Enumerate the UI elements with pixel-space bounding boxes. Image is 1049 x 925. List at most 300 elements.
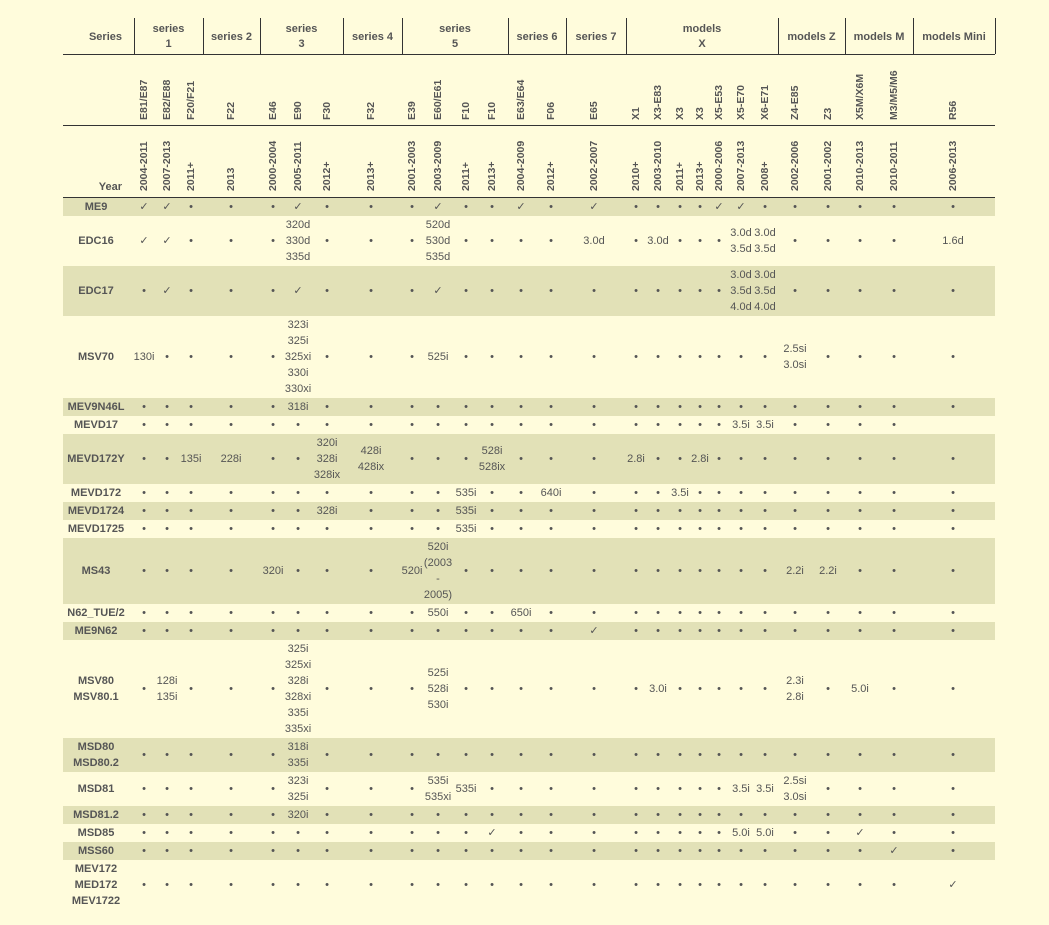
dot-marker: • xyxy=(271,845,275,857)
group-header-line: models M xyxy=(853,31,905,43)
dot-marker: • xyxy=(826,235,830,247)
dot-marker: • xyxy=(142,879,146,891)
dot-marker: • xyxy=(698,523,702,535)
dot-marker: • xyxy=(464,453,468,465)
dot-marker: • xyxy=(165,827,169,839)
dot-marker: • xyxy=(656,523,660,535)
dot-marker: • xyxy=(464,419,468,431)
dot-marker: • xyxy=(229,285,233,297)
dot-marker: • xyxy=(369,505,373,517)
dot-marker: • xyxy=(369,783,373,795)
dot-marker: • xyxy=(189,749,193,761)
dot-marker: • xyxy=(165,879,169,891)
dot-marker: • xyxy=(951,453,955,465)
dot-marker: • xyxy=(826,879,830,891)
dot-marker: • xyxy=(519,419,523,431)
dot-marker: • xyxy=(519,809,523,821)
dot-marker: • xyxy=(656,285,660,297)
group-header-line: 5 xyxy=(451,38,459,50)
dot-marker: • xyxy=(717,827,721,839)
dot-marker: • xyxy=(698,607,702,619)
group-header-models-mini xyxy=(913,30,995,45)
header-rule xyxy=(63,125,995,126)
dot-marker: • xyxy=(325,419,329,431)
year-header: 2013+ xyxy=(486,161,498,191)
dot-marker: • xyxy=(436,845,440,857)
engine-variant: 520i xyxy=(401,565,423,577)
dot-marker: • xyxy=(892,487,896,499)
header-divider xyxy=(134,18,135,54)
dot-marker: • xyxy=(165,401,169,413)
dot-marker: • xyxy=(826,523,830,535)
dot-marker: • xyxy=(189,879,193,891)
header-divider xyxy=(402,18,403,54)
model-header: E39 xyxy=(406,101,418,120)
row-label: MEV9N46L xyxy=(67,401,125,413)
dot-marker: • xyxy=(951,401,955,413)
dot-marker: • xyxy=(142,783,146,795)
dot-marker: • xyxy=(519,401,523,413)
group-header-models-m xyxy=(845,30,913,45)
dot-marker: • xyxy=(271,879,275,891)
engine-variant: 520i (2003 - 2005) xyxy=(423,541,453,601)
dot-marker: • xyxy=(464,625,468,637)
group-header-line: 3 xyxy=(298,38,305,50)
dot-marker: • xyxy=(656,625,660,637)
dot-marker: • xyxy=(951,607,955,619)
dot-marker: • xyxy=(892,285,896,297)
dot-marker: • xyxy=(951,783,955,795)
dot-marker: • xyxy=(739,625,743,637)
dot-marker: • xyxy=(698,235,702,247)
dot-marker: • xyxy=(892,505,896,517)
dot-marker: • xyxy=(656,607,660,619)
dot-marker: • xyxy=(519,683,523,695)
engine-variant: 3.5i xyxy=(732,783,750,795)
dot-marker: • xyxy=(165,453,169,465)
model-header: F06 xyxy=(545,101,557,120)
model-header: E65 xyxy=(588,101,600,120)
dot-marker: • xyxy=(296,625,300,637)
year-header: 2012+ xyxy=(545,161,557,191)
dot-marker: • xyxy=(369,827,373,839)
dot-marker: • xyxy=(892,453,896,465)
check-icon: ✓ xyxy=(293,201,303,213)
dot-marker: • xyxy=(229,565,233,577)
dot-marker: • xyxy=(717,505,721,517)
dot-marker: • xyxy=(490,607,494,619)
dot-marker: • xyxy=(464,827,468,839)
dot-marker: • xyxy=(271,809,275,821)
model-header: F22 xyxy=(225,101,237,120)
dot-marker: • xyxy=(634,523,638,535)
engine-variant: 3.0d 3.5d 4.0d xyxy=(754,269,776,313)
year-header: 2012+ xyxy=(321,161,333,191)
dot-marker: • xyxy=(717,607,721,619)
engine-variant: 535i xyxy=(455,783,477,795)
engine-variant: 428i 428ix xyxy=(357,445,385,473)
row-label: MSV70 xyxy=(77,351,115,363)
dot-marker: • xyxy=(271,523,275,535)
header-rule xyxy=(63,54,995,55)
row-label: MSD81 xyxy=(77,783,115,795)
dot-marker: • xyxy=(165,809,169,821)
dot-marker: • xyxy=(698,487,702,499)
dot-marker: • xyxy=(634,827,638,839)
dot-marker: • xyxy=(490,419,494,431)
dot-marker: • xyxy=(519,845,523,857)
dot-marker: • xyxy=(698,419,702,431)
year-header: 2003-2010 xyxy=(652,140,664,191)
dot-marker: • xyxy=(325,625,329,637)
model-header: F30 xyxy=(321,101,333,120)
engine-variant: 135i xyxy=(180,453,202,465)
year-header: 2013 xyxy=(225,167,237,191)
dot-marker: • xyxy=(369,523,373,535)
dot-marker: • xyxy=(793,401,797,413)
dot-marker: • xyxy=(369,749,373,761)
dot-marker: • xyxy=(763,625,767,637)
dot-marker: • xyxy=(678,625,682,637)
dot-marker: • xyxy=(464,351,468,363)
dot-marker: • xyxy=(519,487,523,499)
year-header: 2008+ xyxy=(759,161,771,191)
dot-marker: • xyxy=(229,879,233,891)
year-header: 2011+ xyxy=(674,162,686,191)
dot-marker: • xyxy=(763,487,767,499)
engine-variant: 3.5i xyxy=(756,419,774,431)
dot-marker: • xyxy=(634,625,638,637)
group-header-series-3 xyxy=(260,22,343,52)
dot-marker: • xyxy=(717,285,721,297)
dot-marker: • xyxy=(549,827,553,839)
dot-marker: • xyxy=(410,401,414,413)
dot-marker: • xyxy=(229,809,233,821)
dot-marker: • xyxy=(436,879,440,891)
group-header-line: 1 xyxy=(165,38,172,50)
dot-marker: • xyxy=(592,565,596,577)
header-divider xyxy=(343,18,344,54)
dot-marker: • xyxy=(793,625,797,637)
dot-marker: • xyxy=(549,783,553,795)
dot-marker: • xyxy=(271,827,275,839)
dot-marker: • xyxy=(490,845,494,857)
dot-marker: • xyxy=(951,285,955,297)
dot-marker: • xyxy=(325,351,329,363)
dot-marker: • xyxy=(826,487,830,499)
dot-marker: • xyxy=(656,749,660,761)
check-icon: ✓ xyxy=(139,201,149,213)
year-header: 2011+ xyxy=(185,162,197,191)
model-header: X3 xyxy=(694,107,706,120)
header-divider xyxy=(203,18,204,54)
dot-marker: • xyxy=(325,523,329,535)
dot-marker: • xyxy=(549,845,553,857)
dot-marker: • xyxy=(325,607,329,619)
dot-marker: • xyxy=(826,419,830,431)
dot-marker: • xyxy=(165,607,169,619)
dot-marker: • xyxy=(858,505,862,517)
dot-marker: • xyxy=(189,351,193,363)
header-divider xyxy=(566,18,567,54)
dot-marker: • xyxy=(656,453,660,465)
dot-marker: • xyxy=(656,827,660,839)
engine-variant: 640i xyxy=(540,487,562,499)
row-label: N62_TUE/2 xyxy=(67,607,125,619)
dot-marker: • xyxy=(271,419,275,431)
engine-variant: 535i 535xi xyxy=(424,775,452,803)
dot-marker: • xyxy=(142,453,146,465)
dot-marker: • xyxy=(678,505,682,517)
engine-variant: 2.3i 2.8i xyxy=(786,675,804,703)
dot-marker: • xyxy=(519,879,523,891)
dot-marker: • xyxy=(549,625,553,637)
year-header: 2010-2011 xyxy=(888,141,900,191)
check-icon: ✓ xyxy=(162,201,172,213)
dot-marker: • xyxy=(698,783,702,795)
dot-marker: • xyxy=(739,505,743,517)
dot-marker: • xyxy=(464,879,468,891)
dot-marker: • xyxy=(634,607,638,619)
check-icon: ✓ xyxy=(516,201,526,213)
engine-variant: 525i 528i 530i xyxy=(427,667,449,711)
engine-variant: 320i xyxy=(287,809,309,821)
dot-marker: • xyxy=(678,401,682,413)
dot-marker: • xyxy=(369,201,373,213)
engine-variant: 128i 135i xyxy=(156,675,178,703)
dot-marker: • xyxy=(369,809,373,821)
dot-marker: • xyxy=(763,749,767,761)
dot-marker: • xyxy=(634,879,638,891)
check-icon: ✓ xyxy=(487,827,497,839)
dot-marker: • xyxy=(271,285,275,297)
header-divider xyxy=(845,18,846,54)
dot-marker: • xyxy=(739,401,743,413)
engine-variant: 3.5i xyxy=(756,783,774,795)
dot-marker: • xyxy=(678,201,682,213)
year-header: 2004-2011 xyxy=(138,141,150,191)
dot-marker: • xyxy=(678,285,682,297)
model-header: E90 xyxy=(292,101,304,120)
dot-marker: • xyxy=(325,749,329,761)
dot-marker: • xyxy=(325,201,329,213)
dot-marker: • xyxy=(656,201,660,213)
dot-marker: • xyxy=(698,845,702,857)
dot-marker: • xyxy=(369,487,373,499)
dot-marker: • xyxy=(410,607,414,619)
dot-marker: • xyxy=(858,749,862,761)
dot-marker: • xyxy=(229,845,233,857)
dot-marker: • xyxy=(549,419,553,431)
check-icon: ✓ xyxy=(889,845,899,857)
dot-marker: • xyxy=(739,607,743,619)
dot-marker: • xyxy=(656,401,660,413)
dot-marker: • xyxy=(858,607,862,619)
dot-marker: • xyxy=(436,827,440,839)
dot-marker: • xyxy=(763,505,767,517)
header-divider xyxy=(508,18,509,54)
group-header-series xyxy=(63,30,122,45)
dot-marker: • xyxy=(951,351,955,363)
engine-variant: 528i 528ix xyxy=(478,445,506,473)
group-header-models-z xyxy=(778,30,845,45)
dot-marker: • xyxy=(717,809,721,821)
dot-marker: • xyxy=(410,235,414,247)
dot-marker: • xyxy=(698,749,702,761)
dot-marker: • xyxy=(369,607,373,619)
dot-marker: • xyxy=(464,809,468,821)
dot-marker: • xyxy=(549,809,553,821)
dot-marker: • xyxy=(656,845,660,857)
dot-marker: • xyxy=(369,235,373,247)
dot-marker: • xyxy=(793,845,797,857)
year-header: 2004-2009 xyxy=(515,140,527,191)
dot-marker: • xyxy=(369,565,373,577)
dot-marker: • xyxy=(490,683,494,695)
year-header: 2001-2003 xyxy=(406,140,418,191)
dot-marker: • xyxy=(549,565,553,577)
dot-marker: • xyxy=(634,505,638,517)
engine-variant: 2.2i xyxy=(786,565,804,577)
dot-marker: • xyxy=(678,845,682,857)
dot-marker: • xyxy=(296,607,300,619)
engine-variant: 550i xyxy=(427,607,449,619)
group-header-series-1 xyxy=(134,22,203,52)
dot-marker: • xyxy=(410,845,414,857)
engine-variant: 3.5i xyxy=(671,487,689,499)
dot-marker: • xyxy=(271,235,275,247)
year-header: 2001-2002 xyxy=(822,140,834,191)
dot-marker: • xyxy=(634,487,638,499)
row-label: MS43 xyxy=(81,565,111,577)
dot-marker: • xyxy=(656,565,660,577)
dot-marker: • xyxy=(892,523,896,535)
dot-marker: • xyxy=(229,749,233,761)
model-header: X1 xyxy=(630,107,642,120)
dot-marker: • xyxy=(698,827,702,839)
dot-marker: • xyxy=(634,809,638,821)
dot-marker: • xyxy=(229,401,233,413)
dot-marker: • xyxy=(698,683,702,695)
dot-marker: • xyxy=(634,845,638,857)
dot-marker: • xyxy=(271,453,275,465)
dot-marker: • xyxy=(189,845,193,857)
row-label: EDC16 xyxy=(78,235,114,247)
model-header: X3-E83 xyxy=(652,84,664,120)
dot-marker: • xyxy=(592,285,596,297)
dot-marker: • xyxy=(189,625,193,637)
dot-marker: • xyxy=(436,523,440,535)
group-header-line: series 6 xyxy=(516,31,558,43)
dot-marker: • xyxy=(717,523,721,535)
dot-marker: • xyxy=(592,453,596,465)
dot-marker: • xyxy=(634,419,638,431)
model-header: F20/F21 xyxy=(185,80,197,120)
dot-marker: • xyxy=(717,565,721,577)
dot-marker: • xyxy=(717,401,721,413)
dot-marker: • xyxy=(634,285,638,297)
row-label: MEVD17 xyxy=(73,419,119,431)
dot-marker: • xyxy=(229,683,233,695)
dot-marker: • xyxy=(271,201,275,213)
dot-marker: • xyxy=(325,285,329,297)
dot-marker: • xyxy=(698,625,702,637)
dot-marker: • xyxy=(549,683,553,695)
dot-marker: • xyxy=(858,523,862,535)
dot-marker: • xyxy=(410,879,414,891)
engine-variant: 2.8i xyxy=(627,453,645,465)
dot-marker: • xyxy=(410,505,414,517)
model-header: Z3 xyxy=(822,107,834,120)
dot-marker: • xyxy=(490,809,494,821)
dot-marker: • xyxy=(325,565,329,577)
dot-marker: • xyxy=(678,565,682,577)
model-header: F10 xyxy=(486,101,498,120)
dot-marker: • xyxy=(951,487,955,499)
dot-marker: • xyxy=(142,487,146,499)
dot-marker: • xyxy=(490,401,494,413)
dot-marker: • xyxy=(325,487,329,499)
dot-marker: • xyxy=(490,749,494,761)
row-label: ME9N62 xyxy=(74,625,118,637)
dot-marker: • xyxy=(656,879,660,891)
dot-marker: • xyxy=(892,749,896,761)
dot-marker: • xyxy=(739,683,743,695)
dot-marker: • xyxy=(763,201,767,213)
dot-marker: • xyxy=(826,453,830,465)
dot-marker: • xyxy=(892,683,896,695)
dot-marker: • xyxy=(763,453,767,465)
dot-marker: • xyxy=(656,809,660,821)
dot-marker: • xyxy=(793,453,797,465)
check-icon: ✓ xyxy=(162,285,172,297)
dot-marker: • xyxy=(490,565,494,577)
dot-marker: • xyxy=(951,201,955,213)
dot-marker: • xyxy=(951,523,955,535)
row-label: MSS60 xyxy=(77,845,115,857)
dot-marker: • xyxy=(634,783,638,795)
dot-marker: • xyxy=(763,683,767,695)
dot-marker: • xyxy=(325,809,329,821)
group-header-models-x xyxy=(626,22,778,52)
dot-marker: • xyxy=(678,419,682,431)
dot-marker: • xyxy=(142,845,146,857)
engine-variant: 2.8i xyxy=(691,453,709,465)
dot-marker: • xyxy=(325,845,329,857)
dot-marker: • xyxy=(464,845,468,857)
dot-marker: • xyxy=(410,487,414,499)
dot-marker: • xyxy=(325,783,329,795)
row-label: MSV80 MSV80.1 xyxy=(73,675,119,703)
engine-variant: 1.6d xyxy=(942,235,964,247)
dot-marker: • xyxy=(519,453,523,465)
dot-marker: • xyxy=(678,879,682,891)
year-header: 2013+ xyxy=(365,161,377,191)
dot-marker: • xyxy=(858,453,862,465)
dot-marker: • xyxy=(271,505,275,517)
check-icon: ✓ xyxy=(433,285,443,297)
dot-marker: • xyxy=(549,749,553,761)
dot-marker: • xyxy=(142,749,146,761)
dot-marker: • xyxy=(519,827,523,839)
dot-marker: • xyxy=(369,401,373,413)
dot-marker: • xyxy=(549,505,553,517)
header-rule xyxy=(63,197,995,198)
model-header: X5-E53 xyxy=(713,84,725,120)
dot-marker: • xyxy=(717,419,721,431)
dot-marker: • xyxy=(634,749,638,761)
dot-marker: • xyxy=(142,683,146,695)
